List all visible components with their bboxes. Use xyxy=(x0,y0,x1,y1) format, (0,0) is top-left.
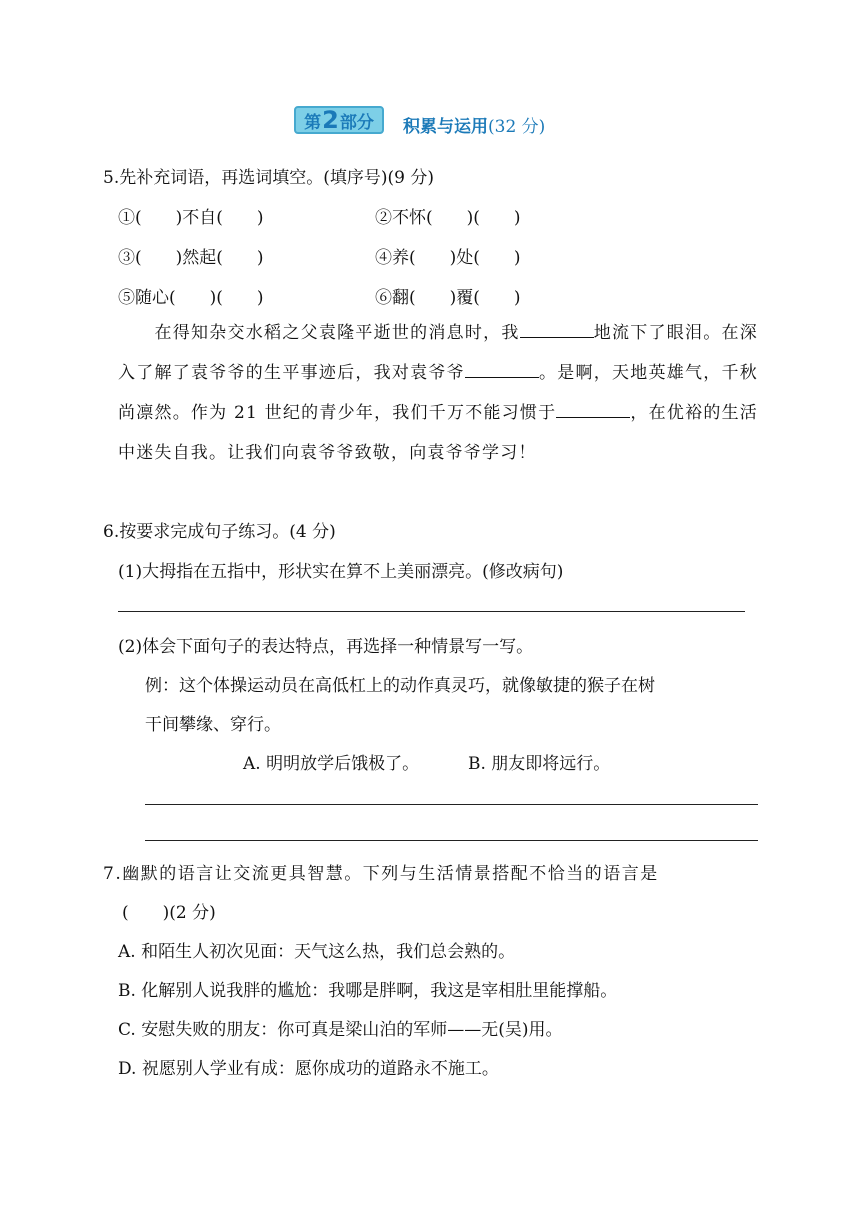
q6-stem: 6.按要求完成句子练习。(4 分) xyxy=(103,522,336,542)
q5-stem: 5.先补充词语，再选词填空。(填序号)(9 分) xyxy=(103,168,434,188)
q5-item-4: ④养( )处( ) xyxy=(375,248,521,268)
q6-example-line2: 干间攀缘、穿行。 xyxy=(145,715,281,735)
q5-passage xyxy=(118,313,758,473)
passage-part-3: 。是啊，天地英雄气，千秋尚凛然。作为 21 世纪的青少年，我们千万不能习惯于 xyxy=(118,363,758,423)
section-badge-prefix: 第 xyxy=(304,112,322,133)
passage-part-4: ，在优裕的生活中迷失自我。让我们向袁爷爷致敬，向袁爷爷学习！ xyxy=(118,403,759,463)
passage-part-1: 在得知杂交水稻之父袁隆平逝世的消息时，我 xyxy=(118,323,520,343)
section-score: (32 分) xyxy=(488,117,546,137)
q5-item-3: ③( )然起( ) xyxy=(118,248,264,268)
section-title-text: 积累与运用 xyxy=(403,117,488,137)
q7-option-b: B. 化解别人说我胖的尴尬：我哪是胖啊，我这是宰相肚里能撑船。 xyxy=(118,981,618,1001)
answer-line-1[interactable] xyxy=(118,611,745,612)
q7-option-d: D. 祝愿别人学业有成：愿你成功的道路永不施工。 xyxy=(118,1059,499,1079)
q6-option-b: B. 朋友即将远行。 xyxy=(468,754,611,774)
q7-stem-line2: ( )(2 分) xyxy=(122,903,216,923)
fill-blank-1[interactable] xyxy=(520,320,594,338)
q6-sub2: (2)体会下面句子的表达特点，再选择一种情景写一写。 xyxy=(118,637,534,657)
section-badge xyxy=(294,106,384,134)
q6-option-a: A. 明明放学后饿极了。 xyxy=(243,754,420,774)
q7-option-a: A. 和陌生人初次见面：天气这么热，我们总会熟的。 xyxy=(118,942,516,962)
section-badge-number: 2 xyxy=(322,106,339,134)
q7-stem-line1: 7.幽默的语言让交流更具智慧。下列与生活情景搭配不恰当的语言是 xyxy=(103,864,659,884)
answer-line-2[interactable] xyxy=(145,804,758,805)
q6-example-line1: 例：这个体操运动员在高低杠上的动作真灵巧，就像敏捷的猴子在树 xyxy=(145,676,655,696)
section-title xyxy=(403,112,545,137)
q6-sub1: (1)大拇指在五指中，形状实在算不上美丽漂亮。(修改病句) xyxy=(118,562,564,582)
q5-item-6: ⑥翻( )覆( ) xyxy=(375,288,521,308)
q5-item-2: ②不怀( )( ) xyxy=(375,208,521,228)
q5-item-5: ⑤随心( )( ) xyxy=(118,288,264,308)
passage-part-2: 地流下了眼泪。在深入了解了袁爷爷的生平事迹后，我对袁爷爷 xyxy=(118,323,758,383)
answer-line-3[interactable] xyxy=(145,840,758,841)
q7-option-c: C. 安慰失败的朋友：你可真是梁山泊的军师——无(吴)用。 xyxy=(118,1020,563,1040)
fill-blank-3[interactable] xyxy=(556,400,630,418)
q5-item-1: ①( )不自( ) xyxy=(118,208,264,228)
section-badge-suffix: 部分 xyxy=(339,112,374,133)
fill-blank-2[interactable] xyxy=(465,360,539,378)
